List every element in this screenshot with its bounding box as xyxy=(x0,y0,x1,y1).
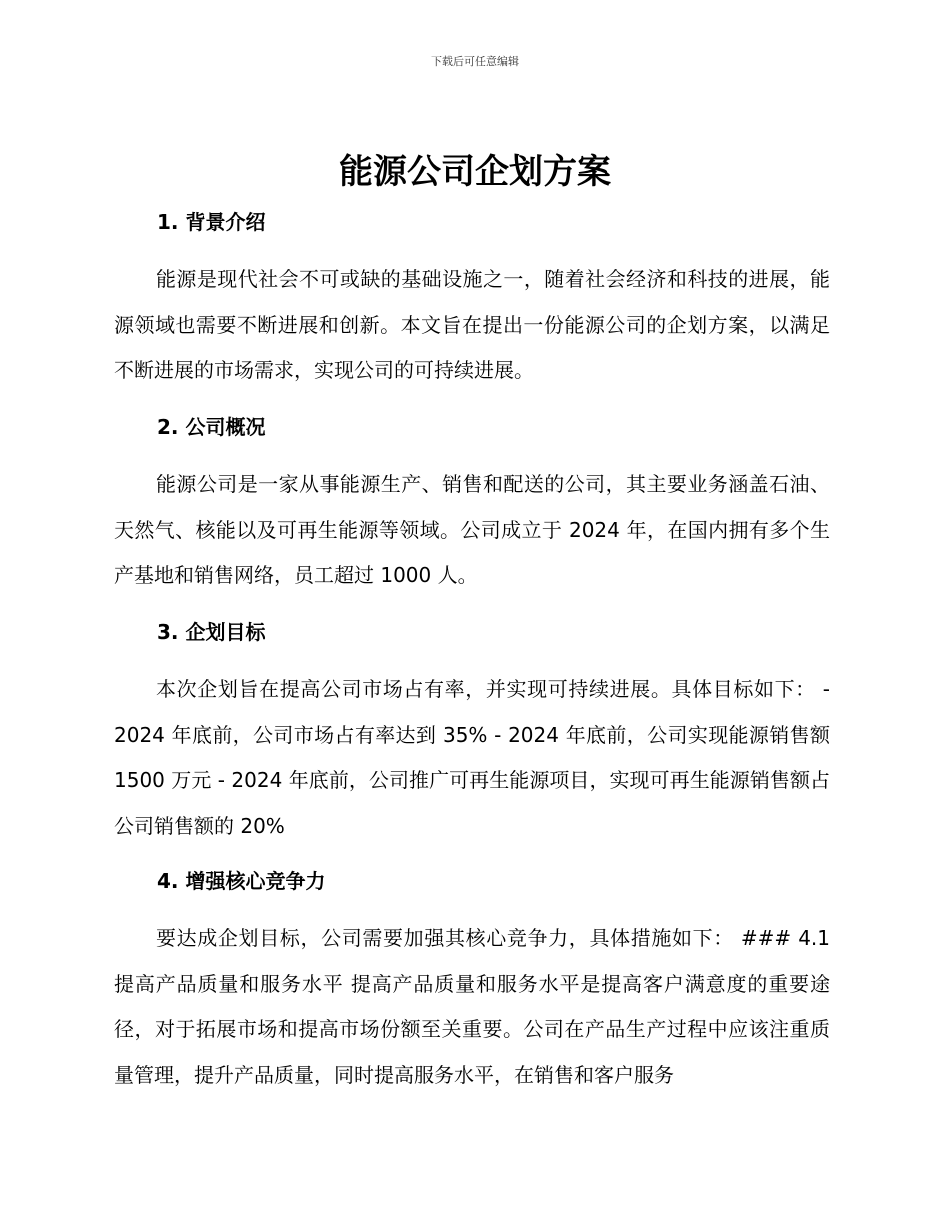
section-heading-background: 1. 背景介绍 xyxy=(157,210,266,234)
section-heading-planning-goals: 3. 企划目标 xyxy=(157,620,266,644)
document-title: 能源公司企划方案 xyxy=(339,152,611,192)
section-heading-company-overview: 2. 公司概况 xyxy=(157,415,266,439)
section-heading-core-competitiveness: 4. 增强核心竞争力 xyxy=(157,869,326,893)
page-header-note: 下载后可任意编辑 xyxy=(431,55,519,68)
section-body-planning-goals: 本次企划旨在提高公司市场占有率，并实现可持续进展。具体目标如下： - 2024 年底前，公司市场占有率达到 35% - 2024 年底前，公司实现能源销售额 1500 万元 - 2024 年底前，公司推广可再生能源项目，实现可再生能源销售额占公司销售额的 20% xyxy=(114,677,830,838)
section-body-core-competitiveness: 要达成企划目标，公司需要加强其核心竞争力，具体措施如下： ### 4.1 提高产品质量和服务水平 提高产品质量和服务水平是提高客户满意度的重要途径，对于拓展市场和提高市场份额至关重要。公司在产品生产过程中应该注重质量管理，提升产品质量，同时提高服务水平，在销售和客户服务 xyxy=(114,926,830,1087)
section-body-background: 能源是现代社会不可或缺的基础设施之一，随着社会经济和科技的进展，能源领域也需要不断进展和创新。本文旨在提出一份能源公司的企划方案，以满足不断进展的市场需求，实现公司的可持续进展。 xyxy=(114,267,830,382)
section-body-company-overview: 能源公司是一家从事能源生产、销售和配送的公司，其主要业务涵盖石油、天然气、核能以及可再生能源等领域。公司成立于 2024 年，在国内拥有多个生产基地和销售网络，员工超过 1000 人。 xyxy=(114,472,830,587)
